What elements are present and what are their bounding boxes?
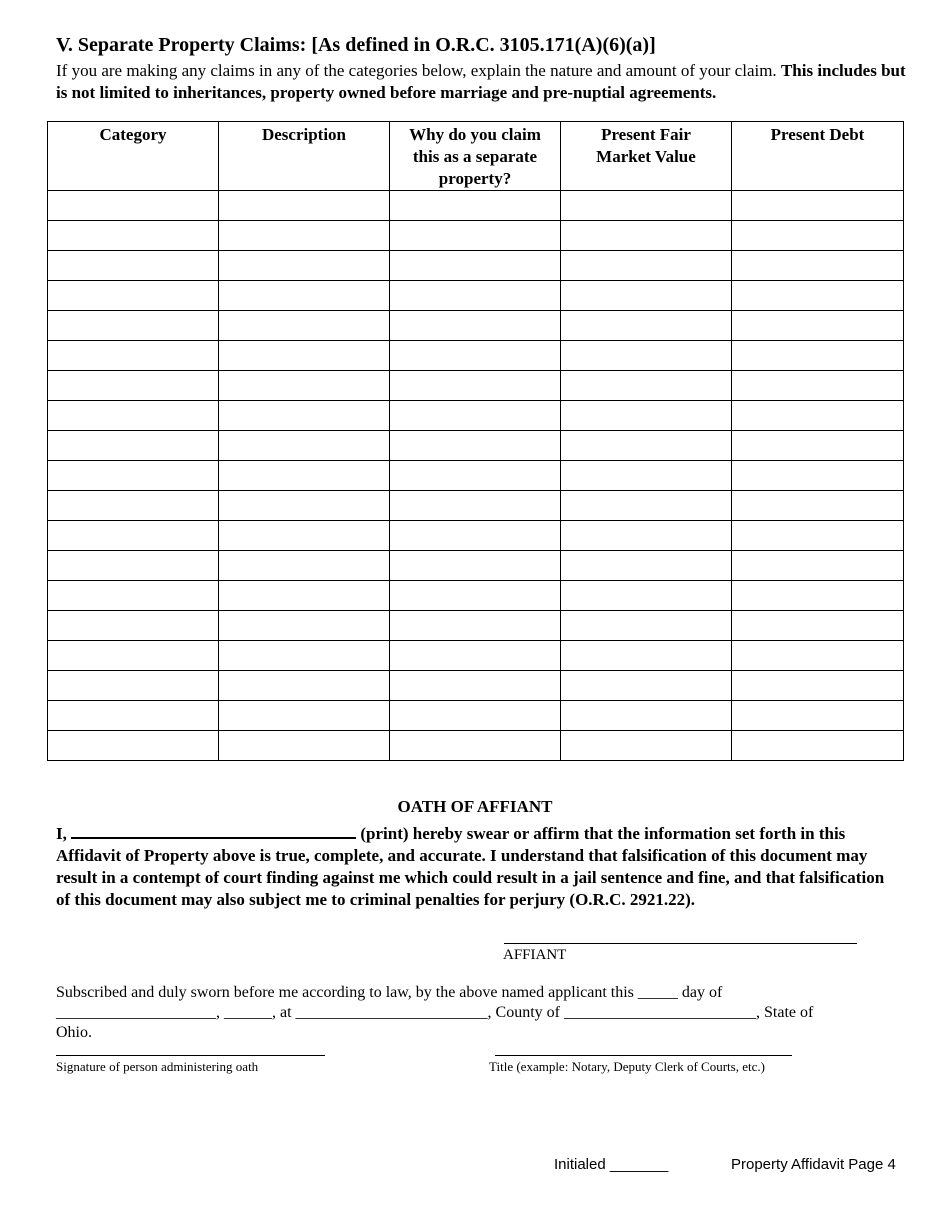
table-cell[interactable] [48,431,219,461]
table-cell[interactable] [219,611,390,641]
table-cell[interactable] [561,701,732,731]
table-cell[interactable] [561,581,732,611]
table-cell[interactable] [732,611,904,641]
administrator-title-line[interactable] [495,1055,792,1056]
table-cell[interactable] [732,281,904,311]
table-cell[interactable] [561,191,732,221]
table-cell[interactable] [219,401,390,431]
section-intro [56,60,906,104]
header-why-separate: Why do you claim this as a separate property? [390,122,561,191]
table-cell[interactable] [732,731,904,761]
table-cell[interactable] [390,461,561,491]
table-cell[interactable] [48,731,219,761]
table-cell[interactable] [219,701,390,731]
affiant-label: AFFIANT [503,947,567,963]
affiant-signature-line[interactable] [504,943,857,944]
table-cell[interactable] [732,551,904,581]
table-body [48,191,904,761]
table-cell[interactable] [561,731,732,761]
table-cell[interactable] [219,581,390,611]
table-cell[interactable] [561,671,732,701]
table-cell[interactable] [390,341,561,371]
table-cell[interactable] [390,191,561,221]
table-cell[interactable] [390,611,561,641]
table-cell[interactable] [390,701,561,731]
table-cell[interactable] [732,581,904,611]
section-heading: V. Separate Property Claims: [As defined in O.R.C. 3105.171(A)(6)(a)] [56,34,656,56]
table-cell[interactable] [48,281,219,311]
table-cell[interactable] [219,671,390,701]
table-cell[interactable] [48,461,219,491]
table-cell[interactable] [219,281,390,311]
table-cell[interactable] [48,521,219,551]
table-cell[interactable] [390,221,561,251]
table-cell[interactable] [390,251,561,281]
table-cell[interactable] [732,401,904,431]
table-row [48,341,904,371]
table-cell[interactable] [732,491,904,521]
table-cell[interactable] [561,371,732,401]
administrator-title-label: Title (example: Notary, Deputy Clerk of Courts, etc.) [489,1059,765,1074]
table-cell[interactable] [48,491,219,521]
table-header-row [48,122,904,191]
table-cell[interactable] [48,311,219,341]
table-cell[interactable] [732,251,904,281]
table-cell[interactable] [219,551,390,581]
table-cell[interactable] [48,221,219,251]
header-present-debt: Present Debt [732,122,904,191]
table-cell[interactable] [561,521,732,551]
table-cell[interactable] [561,461,732,491]
page-number: Property Affidavit Page 4 [731,1156,896,1173]
table-cell[interactable] [48,371,219,401]
table-cell[interactable] [732,341,904,371]
table-cell[interactable] [390,581,561,611]
table-cell[interactable] [390,491,561,521]
table-cell[interactable] [561,251,732,281]
table-cell[interactable] [390,731,561,761]
table-cell[interactable] [219,311,390,341]
table-cell[interactable] [561,281,732,311]
table-cell[interactable] [390,431,561,461]
table-cell[interactable] [732,701,904,731]
table-row [48,431,904,461]
table-cell[interactable] [219,371,390,401]
header-description: Description [219,122,390,191]
table-cell[interactable] [732,371,904,401]
table-cell[interactable] [390,671,561,701]
table-cell[interactable] [561,551,732,581]
table-cell[interactable] [48,341,219,371]
table-row [48,581,904,611]
table-row [48,251,904,281]
table-cell[interactable] [48,401,219,431]
table-cell[interactable] [219,191,390,221]
table-cell[interactable] [219,431,390,461]
table-row [48,671,904,701]
table-cell[interactable] [561,611,732,641]
table-cell[interactable] [732,221,904,251]
table-row [48,461,904,491]
table-cell[interactable] [219,221,390,251]
table-cell[interactable] [48,581,219,611]
print-name-field[interactable] [71,823,356,839]
table-cell[interactable] [219,461,390,491]
table-cell[interactable] [390,281,561,311]
table-cell[interactable] [732,191,904,221]
table-cell[interactable] [219,641,390,671]
intro-bold-text: This includes but is not limited to inheritances, property owned before marriage and pre-nuptial agreements. [56,61,906,102]
table-cell[interactable] [390,311,561,341]
sworn-statement [56,983,876,1043]
table-row [48,701,904,731]
table-cell[interactable] [48,701,219,731]
table-row [48,611,904,641]
table-row [48,731,904,761]
table-row [48,491,904,521]
table-row [48,221,904,251]
table-cell[interactable] [390,551,561,581]
table-cell[interactable] [390,521,561,551]
table-row [48,641,904,671]
separate-property-table [47,121,904,761]
table-cell[interactable] [390,401,561,431]
table-cell[interactable] [732,671,904,701]
table-cell[interactable] [219,251,390,281]
table-cell[interactable] [219,731,390,761]
table-cell[interactable] [732,461,904,491]
table-cell[interactable] [561,221,732,251]
table-row [48,521,904,551]
table-cell[interactable] [48,671,219,701]
table-row [48,311,904,341]
table-row [48,281,904,311]
table-cell[interactable] [219,521,390,551]
header-category: Category [48,122,219,191]
table-cell[interactable] [561,641,732,671]
table-cell[interactable] [732,311,904,341]
intro-plain-text: If you are making any claims in any of the categories below, explain the nature and amount of your claim. [56,61,781,80]
table-cell[interactable] [390,371,561,401]
table-row [48,551,904,581]
oath-prefix: I, [56,824,67,843]
table-row [48,371,904,401]
table-cell[interactable] [561,491,732,521]
table-cell[interactable] [732,431,904,461]
initialed-field: Initialed _______ [554,1156,669,1173]
table-cell[interactable] [390,641,561,671]
table-cell[interactable] [732,521,904,551]
table-cell[interactable] [48,611,219,641]
oath-body-text: (print) hereby swear or affirm that the information set forth in this Affidavit of Property above is true, complete, and accurate. I understand that falsification of this document may result in a contempt of court finding against me which could result in a jail sentence and fine, and that falsification of this document may also subject me to criminal penalties for perjury (O.R.C. 2921.22). [56,824,885,909]
header-fair-market-value: Present Fair Market Value [561,122,732,191]
sworn-line-1: Subscribed and duly sworn before me according to law, by the above named applicant this _____ day of [56,984,723,1001]
table-cell[interactable] [48,551,219,581]
table-cell[interactable] [732,641,904,671]
administrator-signature-label: Signature of person administering oath [56,1059,259,1074]
table-cell[interactable] [561,341,732,371]
sworn-line-2: ____________________, ______, at ________________________, County of ________________________, State of [56,1004,814,1021]
table-row [48,401,904,431]
table-cell[interactable] [219,341,390,371]
table-cell[interactable] [48,191,219,221]
oath-title: OATH OF AFFIANT [397,797,553,816]
sworn-line-3: Ohio. [56,1024,92,1041]
administrator-signature-line[interactable] [56,1055,325,1056]
table-row [48,191,904,221]
table-cell[interactable] [48,251,219,281]
table-cell[interactable] [561,431,732,461]
table-cell[interactable] [48,641,219,671]
table-cell[interactable] [219,491,390,521]
oath-statement [56,823,901,911]
table-cell[interactable] [561,401,732,431]
table-cell[interactable] [561,311,732,341]
